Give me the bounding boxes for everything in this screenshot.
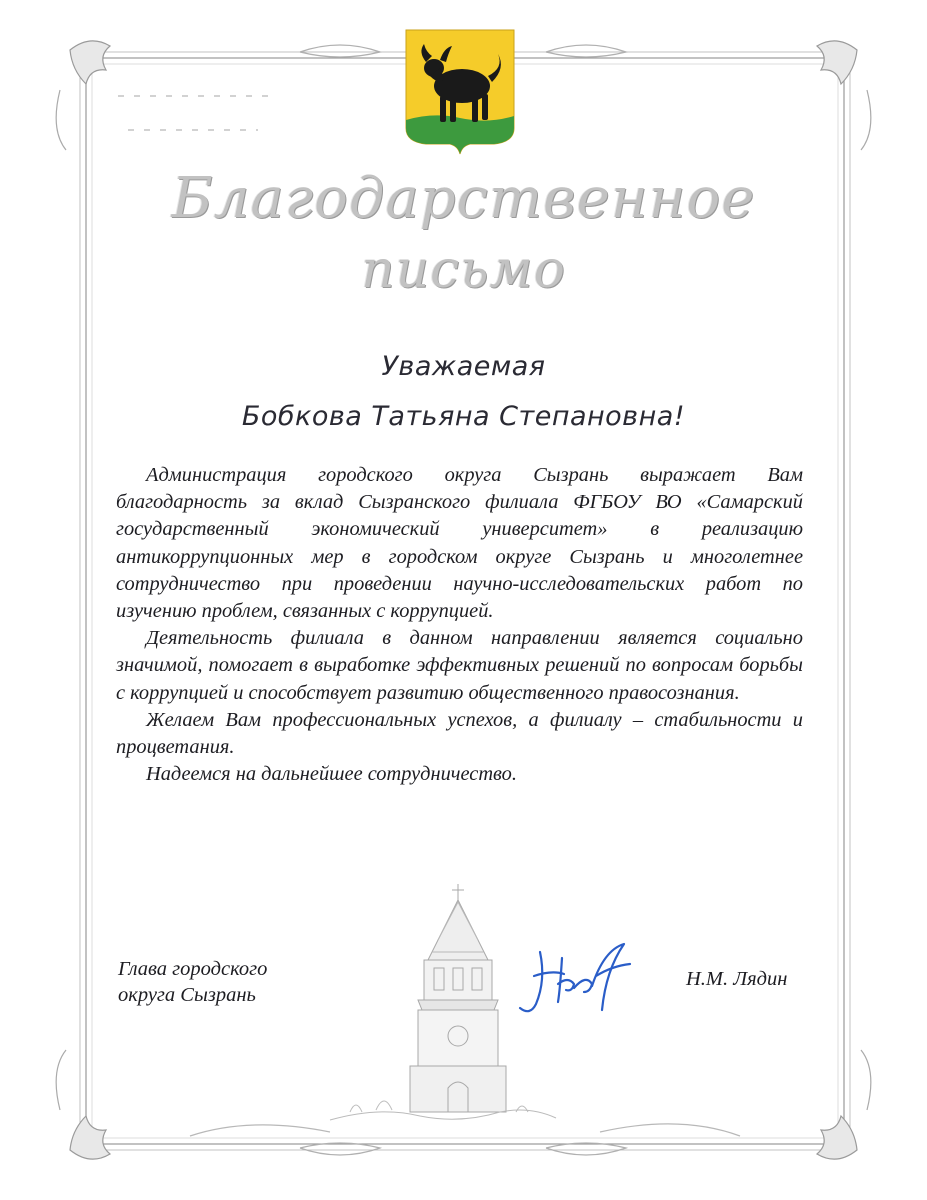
coat-of-arms-bull-icon [404, 28, 516, 156]
greeting: Уважаемая [381, 351, 546, 382]
letter-title-line2: письмо [361, 240, 566, 300]
recipient-name: Бобкова Татьяна Степановна! [241, 401, 686, 432]
signatory-position-line2: округа Сызрань [118, 984, 256, 1006]
paragraph: Надеемся на дальнейшее сотрудничество. [146, 763, 517, 786]
handwritten-signature-icon [512, 930, 642, 1030]
letter-title-line1: Благодарственное [171, 166, 756, 231]
signatory-name: Н.М. Лядин [686, 968, 788, 990]
signatory-position-line1: Глава городского [118, 958, 268, 980]
paragraph: Желаем Вам профессиональных успехов, а филиалу – стабильности и процветания. [116, 708, 803, 759]
faint-stamp-marks [118, 90, 268, 140]
paragraph: Администрация городского округа Сызрань выражает Вам благодарность за вклад Сызранского филиала ФГБОУ ВО «Самарский государственный экономический университет» в реализацию антикоррупционных мер в городском округе Сызрань и многолетнее сотрудничество при проведении научно-исследовательских работ по изучению проблем, связанных с коррупцией. [116, 464, 803, 623]
letter-body [116, 462, 803, 788]
signatory-position [118, 956, 267, 1008]
paragraph: Деятельность филиала в данном направлении является социально значимой, помогает в выработке эффективных решений по вопросам борьбы с коррупцией и способствует развитию общественного правосознания. [116, 627, 803, 704]
